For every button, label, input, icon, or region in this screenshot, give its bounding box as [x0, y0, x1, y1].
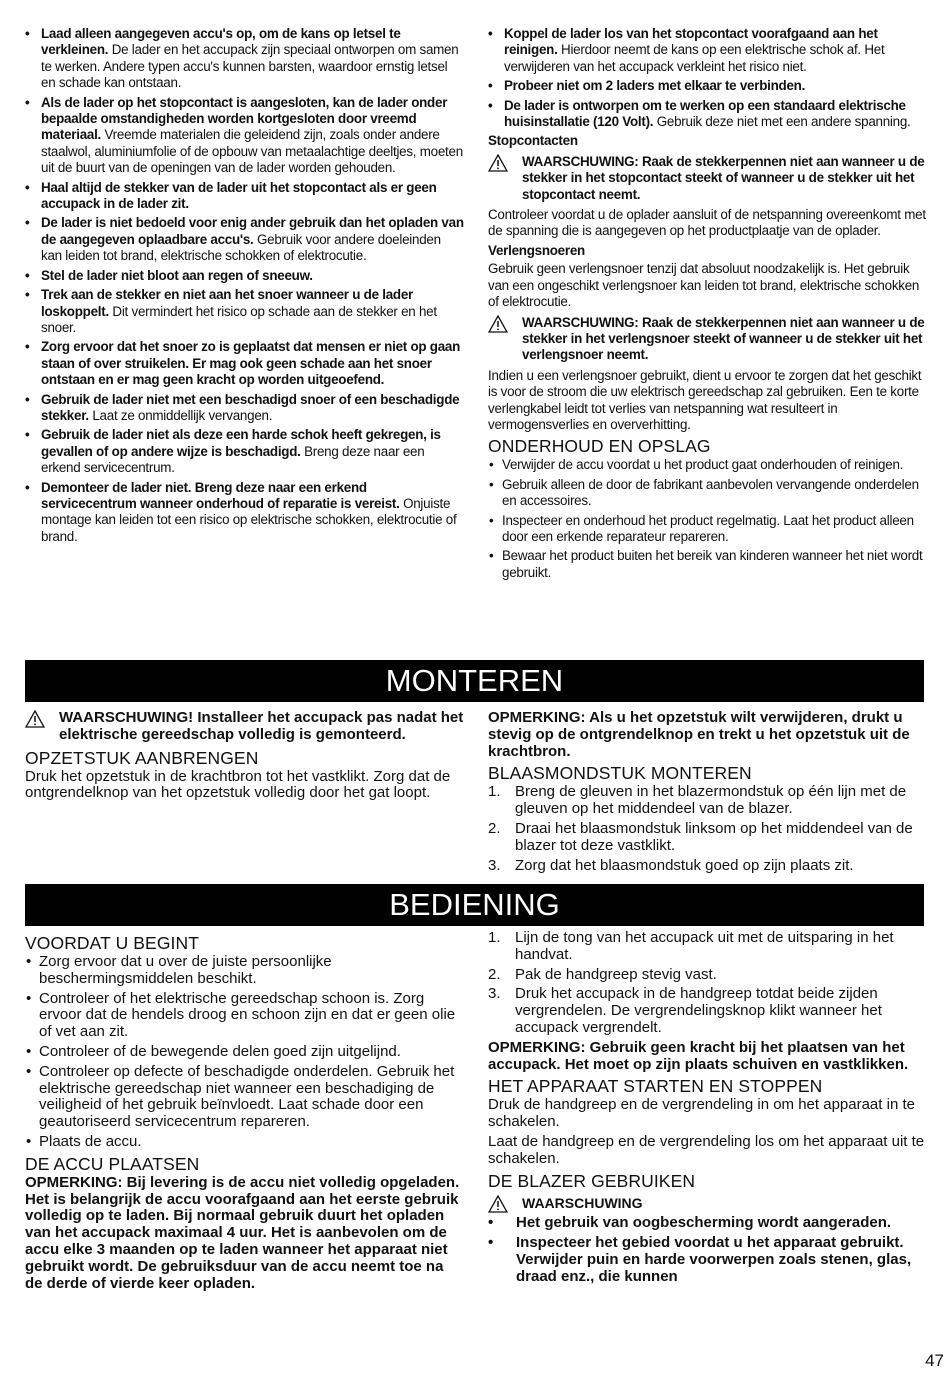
voordat-heading: VOORDAT U BEGINT: [25, 933, 200, 953]
list-item: • Inspecteer en onderhoud het product regelmatig. Laat het product alleen door een erkende reparateur repareren.: [489, 512, 914, 544]
monteren-column-left: [25, 710, 465, 805]
stop-text: Laat de handgreep en de vergrendeling los om het apparaat uit te schakelen.: [488, 1132, 925, 1167]
blazer-heading: DE BLAZER GEBRUIKEN: [488, 1170, 696, 1191]
blaasmondstuk-heading: BLAASMONDSTUK MONTEREN: [488, 763, 752, 784]
list-item: 3. Zorg dat het blaasmondstuk goed op zijn plaats zit.: [488, 856, 854, 874]
list-item: • Haal altijd de stekker van de lader uit het stopcontact als er geen accupack in de lader zit.: [25, 179, 437, 212]
warning-triangle-icon: [488, 1195, 508, 1213]
list-item: • Trek aan de stekker en niet aan het snoer wanneer u de lader loskoppelt. Dit vermindert het risico op schade aan de stekker en het snoer.: [25, 287, 437, 335]
list-item: 2. Pak de handgreep stevig vast.: [488, 965, 717, 983]
stopcontacten-text: Controleer voordat u de oplader aansluit of de netspanning overeenkomt met de spanning die is aangegeven op het productplaatje van de oplader.: [488, 207, 926, 239]
list-item: • Zorg ervoor dat het snoer zo is geplaatst dat mensen er niet op gaan staan of over struikelen. Er mag ook geen schade aan het snoer ontstaan en er mag geen kracht op worden uitgeoefend.: [25, 339, 461, 388]
bediening-banner: BEDIENING: [25, 884, 924, 926]
accu-note-2: OPMERKING: Gebruik geen kracht bij het plaatsen van het accupack. Het moet op zijn plaats schuiven en vastklikken.: [488, 1038, 909, 1073]
list-item: • De lader is niet bedoeld voor enig ander gebruik dan het opladen van de aangegeven oplaadbare accu's. Gebruik voor andere doeleinden kan leiden tot brand, elektrische schokken of elektrocutie.: [25, 215, 464, 264]
list-item: • Verwijder de accu voordat u het product gaat onderhouden of reinigen.: [489, 457, 904, 473]
list-item: • Laad alleen aangegeven accu's op, om de kans op letsel te verkleinen. De lader en het accupack zijn speciaal ontworpen om samen te werken. Andere typen accu's kunnen barsten, waardoor ernstig letsel en schade kan ontstaan.: [25, 26, 459, 91]
bediening-column-left: [25, 930, 465, 1295]
onderhoud-heading: ONDERHOUD EN OPSLAG: [488, 436, 711, 457]
opzetstuk-text: Druk het opzetstuk in de krachtbron tot het vastklikt. Zorg dat de ontgrendelknop van het opzetstuk volledig door het gat loopt.: [25, 767, 451, 802]
list-item: • Als de lader op het stopcontact is aangesloten, kan de lader onder bepaalde omstandigheden worden kortgesloten door vreemd materiaal. Vreemde materialen die geleidend zijn, zoals onder andere staalwol, aluminiumfolie of de opbouw van metaalachtige deeltjes, moeten uit de buurt van de openingen van de lader worden gehouden.: [25, 94, 463, 176]
list-item: • Controleer of het elektrische gereedschap schoon is. Zorg ervoor dat de hendels droog en schoon zijn en dat er geen olie of vet aan zit.: [26, 989, 456, 1041]
start-stop-heading: HET APPARAAT STARTEN EN STOPPEN: [488, 1076, 823, 1097]
list-item: • Gebruik alleen de door de fabrikant aanbevolen vervangende onderdelen en accessoires.: [489, 476, 919, 509]
list-item: 3. Druk het accupack in de handgreep totdat beide zijden vergrendelen. De vergrendelingsknop klikt wanneer het accupack vergrendelt.: [488, 985, 882, 1036]
list-item: • Controleer op defecte of beschadigde onderdelen. Gebruik het elektrische gereedschap niet wanneer een beschadiging de veiligheid of het gebruik beïnvloedt. Laat schade door een geautoriseerd servicecentrum repareren.: [26, 1062, 455, 1131]
verlengsnoeren-text: Gebruik geen verlengsnoer tenzij dat absoluut noodzakelijk is. Het gebruik van een ongeschikt verlengsnoer kan leiden tot brand, elektrische schokken of elektrocutie.: [488, 261, 920, 310]
warning-triangle-icon: [488, 315, 508, 333]
start-text: Druk de handgreep en de vergrendeling in om het apparaat in te schakelen.: [488, 1096, 915, 1131]
list-item: • Demonteer de lader niet. Breng deze naar een erkend servicecentrum wanneer onderhoud of reparatie is vereist. Onjuiste montage kan leiden tot een risico op elektrische schokken, elektrocutie of brand.: [25, 479, 457, 544]
bediening-column-right: [488, 930, 928, 1289]
list-item: • Gebruik de lader niet met een beschadigd snoer of een beschadigde stekker. Laat ze onmiddellijk vervangen.: [25, 391, 460, 423]
warning-triangle-icon: [488, 154, 508, 172]
list-item: • Koppel de lader los van het stopcontact voorafgaand aan het reinigen. Hierdoor neemt de kans op een elektrische schok af. Het verwijderen van het accupack verkleint het risico niet.: [488, 26, 885, 74]
monteren-banner: MONTEREN: [25, 660, 924, 702]
list-item: • Probeer niet om 2 laders met elkaar te verbinden.: [488, 78, 806, 94]
warning-block: WAARSCHUWING! Installeer het accupack pas nadat het elektrische gereedschap volledig is gemonteerd.: [25, 710, 465, 744]
opzetstuk-note: OPMERKING: Als u het opzetstuk wilt verwijderen, drukt u stevig op de ontgrendelknop en trekt u het opzetstuk uit de krachtbron.: [488, 709, 910, 760]
list-item: • De lader is ontworpen om te werken op een standaard elektrische huisinstallatie (120 Volt). Gebruik deze niet met een andere spanning.: [488, 97, 911, 130]
list-item: • Controleer of de bewegende delen goed zijn uitgelijnd.: [26, 1042, 401, 1060]
list-item: 1. Breng de gleuven in het blazermondstuk op één lijn met de gleuven op het middendeel van de blazer.: [488, 783, 907, 818]
opzetstuk-heading: OPZETSTUK AANBRENGEN: [25, 747, 259, 768]
list-item: 1. Lijn de tong van het accupack uit met de uitsparing in het handvat.: [488, 929, 894, 963]
warning-block: WAARSCHUWING: [488, 1195, 928, 1212]
charger-safety-column-right: [488, 26, 928, 584]
list-item: • Inspecteer het gebied voordat u het apparaat gebruikt. Verwijder puin en harde voorwerpen zoals stenen, glas, draad enz., die kunnen: [488, 1234, 912, 1285]
warning-triangle-icon: [25, 710, 45, 728]
monteren-column-right: [488, 710, 928, 877]
warning-block: WAARSCHUWING: Raak de stekkerpennen niet aan wanneer u de stekker in het verlengsnoer steekt of wanneer u de stekker uit het verlengsnoer neemt.: [488, 315, 928, 364]
list-item: • Bewaar het product buiten het bereik van kinderen wanneer het niet wordt gebruikt.: [489, 548, 923, 580]
list-item: • Zorg ervoor dat u over de juiste persoonlijke beschermingsmiddelen beschikt.: [26, 953, 332, 987]
list-item: • Het gebruik van oogbescherming wordt aangeraden.: [488, 1214, 892, 1232]
list-item: • Stel de lader niet bloot aan regen of sneeuw.: [25, 267, 313, 283]
charger-safety-column-left: [25, 26, 465, 548]
list-item: 2. Draai het blaasmondstuk linksom op het middendeel van de blazer tot deze vastklikt.: [488, 819, 913, 854]
list-item: • Plaats de accu.: [26, 1132, 142, 1150]
warning-block: WAARSCHUWING: Raak de stekkerpennen niet aan wanneer u de stekker in het stopcontact steekt of wanneer u de stekker uit het stopcontact neemt.: [488, 154, 928, 203]
verlengsnoeren-heading: Verlengsnoeren: [488, 242, 585, 258]
accu-heading: DE ACCU PLAATSEN: [25, 1153, 200, 1174]
verlengsnoeren-text-2: Indien u een verlengsnoer gebruikt, dient u ervoor te zorgen dat het geschikt is voor de stroom die uw elektrisch gereedschap zal gebruiken. Een te korte verlengkabel leidt tot verlies van netspanning wat resulteert in vermogensverlies en oververhitting.: [488, 367, 922, 432]
stopcontacten-heading: Stopcontacten: [488, 133, 578, 149]
page-number: 47: [925, 1351, 944, 1370]
list-item: • Gebruik de lader niet als deze een harde schok heeft gekregen, is gevallen of op andere wijze is beschadigd. Breng deze naar een erkend servicecentrum.: [25, 427, 441, 476]
accu-note: OPMERKING: Bij levering is de accu niet volledig opgeladen. Het is belangrijk de accu voorafgaand aan het eerste gebruik volledig op te laden. Bij normaal gebruik duurt het opladen van het accupack maximaal 4 uur. Het is aanbevolen om de accu elke 3 maanden op te laden wanneer het apparaat niet gebruikt wordt. De gebruiksduur van de accu neemt toe na de derde of vierde keer opladen.: [25, 1173, 460, 1292]
